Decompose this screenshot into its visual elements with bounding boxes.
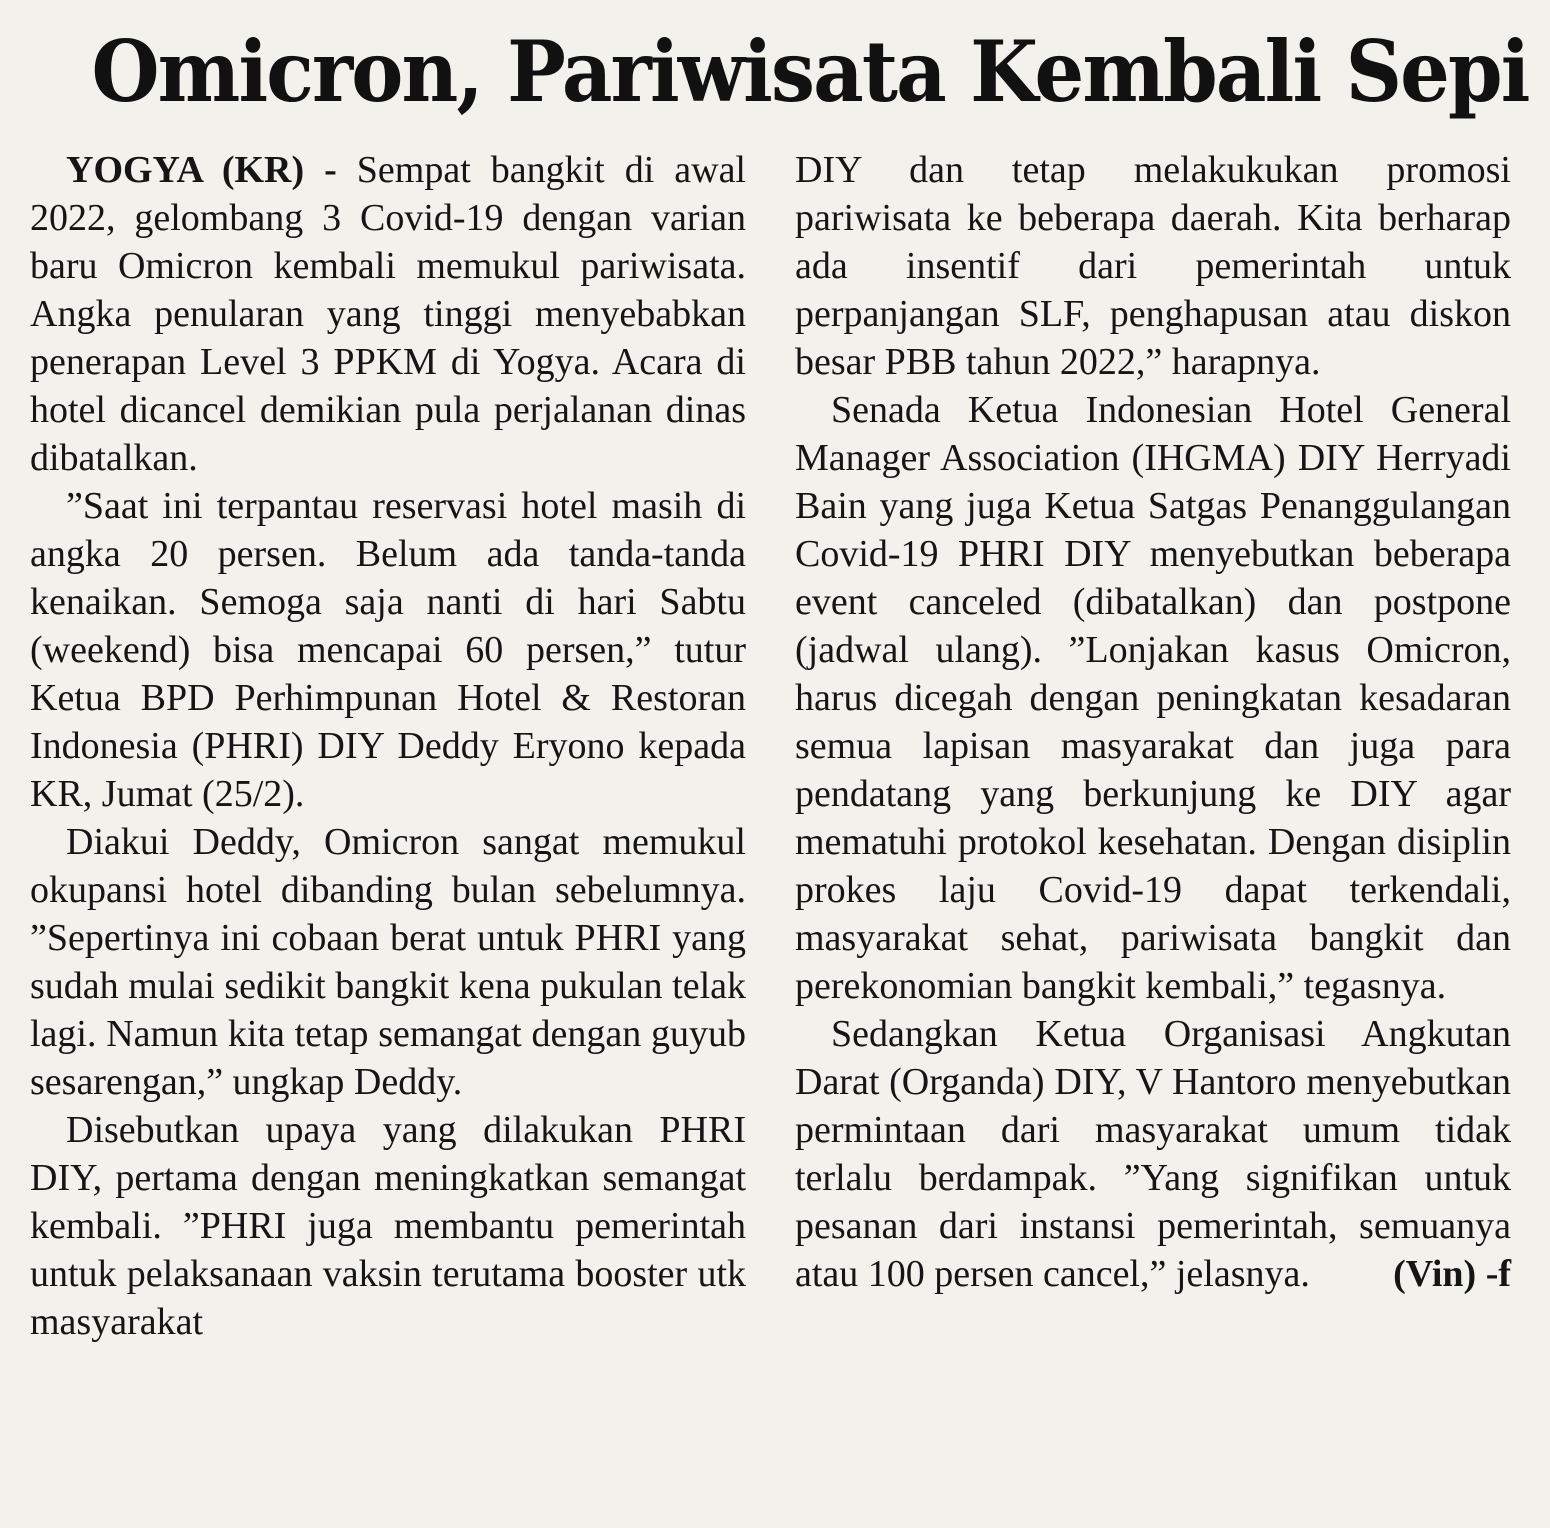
article-paragraph: Senada Ketua Indonesian Hotel General Manager Association (IHGMA) DIY Herryadi Bain yang juga Ketua Satgas Penanggulangan Covid-19 PHRI DIY menyebutkan beberapa event canceled (dibatalkan) dan postpone (jadwal ulang). ”Lonjakan kasus Omicron, harus dicegah dengan peningkatan kesadaran semua lapisan masyarakat dan juga para pendatang yang berkunjung ke DIY agar mematuhi protokol kesehatan. Dengan disiplin prokes laju Covid-19 dapat terkendali, masyarakat sehat, pariwisata bangkit dan perekonomian bangkit kembali,” tegasnya. [795, 389, 1511, 1007]
article-column-left [30, 146, 746, 1346]
article-byline: (Vin) -f [1393, 1253, 1511, 1295]
article-paragraph: ”Saat ini terpantau reservasi hotel masih di angka 20 persen. Belum ada tanda-tanda kenaikan. Semoga saja nanti di hari Sabtu (weekend) bisa mencapai 60 persen,” tutur Ketua BPD Perhimpunan Hotel & Restoran Indonesia (PHRI) DIY Deddy Eryono kepada KR, Jumat (25/2). [30, 485, 746, 815]
article-paragraph: DIY dan tetap melakukukan promosi pariwisata ke beberapa daerah. Kita berharap ada insentif dari pemerintah untuk perpanjangan SLF, penghapusan atau diskon besar PBB tahun 2022,” harapnya. [795, 149, 1511, 383]
article-paragraph: Diakui Deddy, Omicron sangat memukul okupansi hotel dibanding bulan sebelumnya. ”Sepertinya ini cobaan berat untuk PHRI yang sudah mulai sedikit bangkit kena pukulan telak lagi. Namun kita tetap semangat dengan guyub sesarengan,” ungkap Deddy. [30, 821, 746, 1103]
article-paragraph: Disebutkan upaya yang dilakukan PHRI DIY, pertama dengan meningkatkan semangat kembali. ”PHRI juga membantu pemerintah untuk pelaksanaan vaksin terutama booster utk masyarakat [30, 1109, 746, 1343]
article-dateline: YOGYA (KR) - [66, 149, 337, 191]
article-column-right [795, 146, 1511, 1298]
article-paragraph [30, 146, 746, 482]
article-paragraph-text: Sempat bangkit di awal 2022, gelombang 3 Covid-19 dengan varian baru Omicron kembali memukul pariwisata. Angka penularan yang tinggi menyebabkan penerapan Level 3 PPKM di Yogya. Acara di hotel dicancel demikian pula perjalanan dinas dibatalkan. [30, 149, 746, 479]
article-paragraph [795, 1010, 1511, 1298]
article-paragraph-text: Sedangkan Ketua Organisasi Angkutan Darat (Organda) DIY, V Hantoro menyebutkan permintaan dari masyarakat umum tidak terlalu berdampak. ”Yang signifikan untuk pesanan dari instansi pemerintah, semuanya atau 100 persen cancel,” jelasnya. [795, 1013, 1511, 1295]
article-headline: Omicron, Pariwisata Kembali Sepi [91, 22, 1529, 121]
